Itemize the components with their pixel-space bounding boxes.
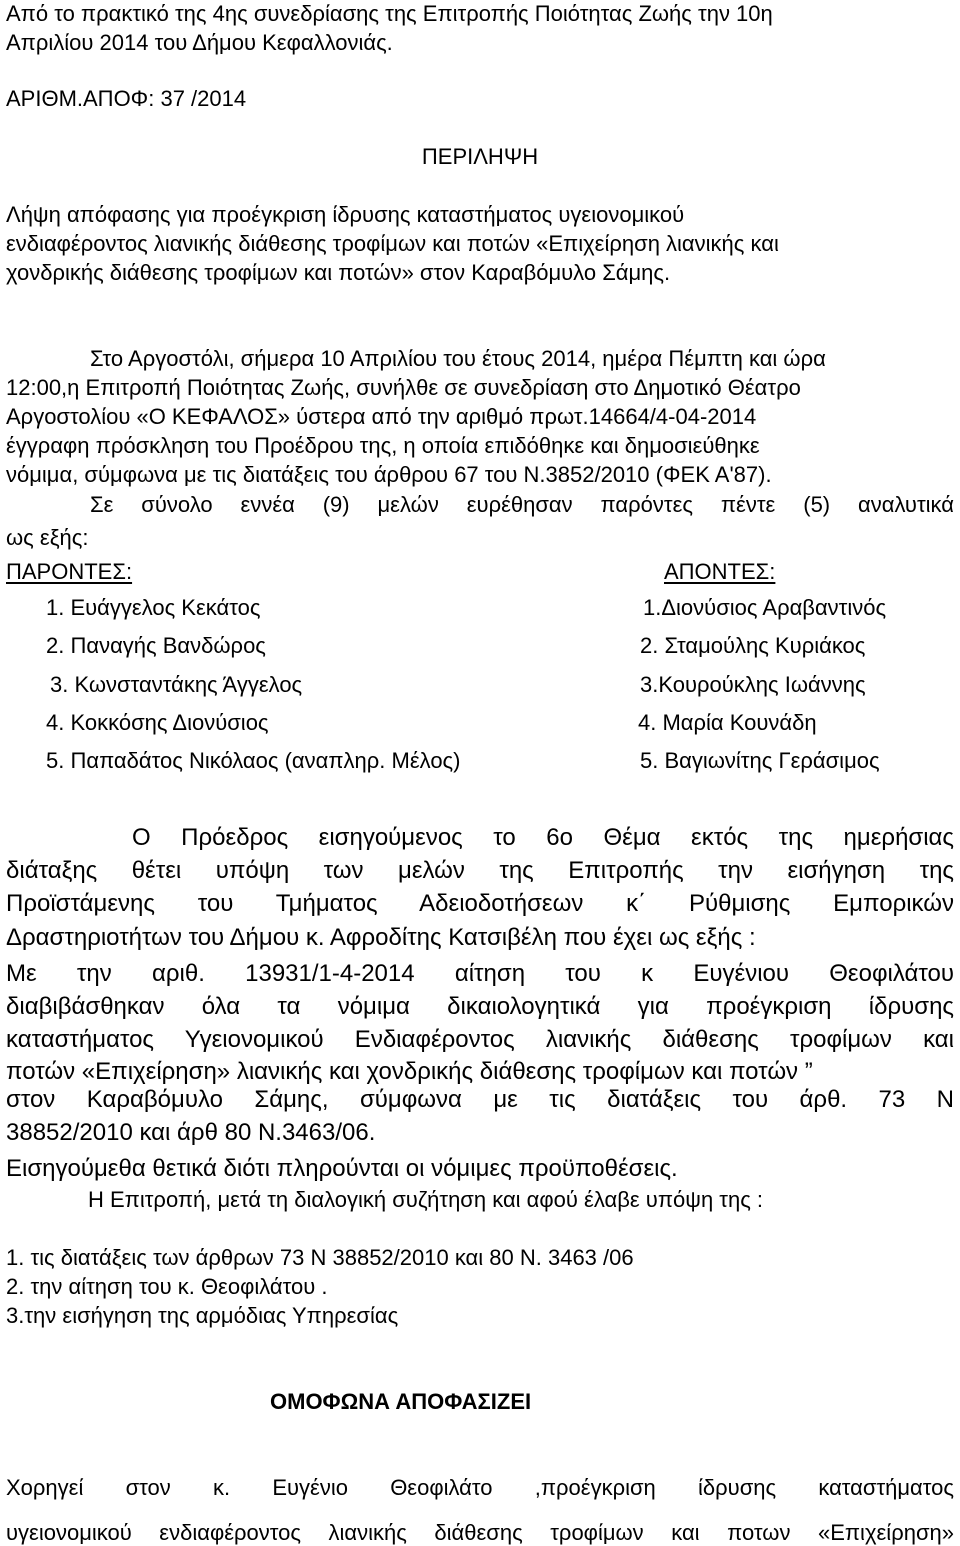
decision-title: ΟΜΟΦΩΝΑ ΑΠΟΦΑΣΙΖΕΙ xyxy=(270,1389,532,1414)
application-line: Με την αριθ. 13931/1-4-2014 αίτηση του κ Ευγένιου Θεοφιλάτου xyxy=(6,960,954,987)
consideration-item: 3.την εισήγηση της αρμόδιας Υπηρεσίας xyxy=(6,1303,399,1328)
consideration-item: 2. την αίτηση του κ. Θεοφιλάτου . xyxy=(6,1274,328,1299)
intro-line: 12:00,η Επιτροπή Ποιότητας Ζωής, συνήλθε σε συνεδρίαση στο Δημοτικό Θέατρο xyxy=(6,375,801,400)
present-header: ΠΑΡΟΝΤΕΣ: xyxy=(6,559,133,584)
absent-member: 3.Κουρούκλης Ιωάννης xyxy=(640,672,866,697)
decision-line: Χορηγεί στον κ. Ευγένιο Θεοφιλάτο ,προέγκριση ίδρυσης καταστήματος xyxy=(6,1475,954,1500)
application-line: ποτών «Επιχείρηση» λιανικής και χονδρικής διάθεσης τροφίμων και ποτών ” xyxy=(6,1058,813,1085)
quorum-line: Σε σύνολο εννέα (9) μελών ευρέθησαν παρόντες πέντε (5) αναλυτικά xyxy=(90,492,954,517)
application-line: καταστήματος Υγειονομικού Ενδιαφέροντος λιανικής διάθεσης τροφίμων και xyxy=(6,1026,954,1053)
summary-line: χονδρικής διάθεσης τροφίμων και ποτών» στον Καραβόμυλο Σάμης. xyxy=(6,260,671,285)
header-line-1: Από το πρακτικό της 4ης συνεδρίασης της Επιτροπής Ποιότητας Ζωής την 10η xyxy=(6,1,773,26)
intro-line: έγγραφη πρόσκληση του Προέδρου της, η οποία επιδόθηκε και δημοσιεύθηκε xyxy=(6,433,760,458)
decision-line: υγειονομικού ενδιαφέροντος λιανικής διάθεσης τροφίμων και ποτων «Επιχείρηση» xyxy=(6,1520,954,1545)
proposal-line: Ο Πρόεδρος εισηγούμενος το 6ο Θέμα εκτός της ημερήσιας xyxy=(132,824,954,851)
committee-line: Η Επιτροπή, μετά τη διαλογική συζήτηση και αφού έλαβε υπόψη της : xyxy=(88,1187,764,1212)
absent-member: 4. Μαρία Κουνάδη xyxy=(638,710,817,735)
summary-line: ενδιαφέροντος λιανικής διάθεσης τροφίμων και ποτών «Επιχείρηση λιανικής και xyxy=(6,231,779,256)
application-line: 38852/2010 και άρθ 80 Ν.3463/06. xyxy=(6,1119,376,1146)
present-member: 3. Κωνσταντάκης Άγγελος xyxy=(50,672,303,697)
application-line: στον Καραβόμυλο Σάμης, σύμφωνα με τις διατάξεις του άρθ. 73 Ν xyxy=(6,1086,954,1113)
present-member: 1. Ευάγγελος Κεκάτος xyxy=(46,595,261,620)
present-member: 2. Παναγής Βανδώρος xyxy=(46,633,266,658)
absent-member: 5. Βαγιωνίτης Γεράσιμος xyxy=(640,748,880,773)
header-line-2: Απριλίου 2014 του Δήμου Κεφαλλονιάς. xyxy=(6,30,393,55)
absent-member: 2. Σταμούλης Κυριάκος xyxy=(640,633,866,658)
summary-title: ΠΕΡΙΛΗΨΗ xyxy=(421,144,539,169)
consideration-item: 1. τις διατάξεις των άρθρων 73 Ν 38852/2010 και 80 Ν. 3463 /06 xyxy=(6,1245,634,1270)
proposal-line: διάταξης θέτει υπόψη των μελών της Επιτροπής την εισήγηση της xyxy=(6,857,954,884)
absent-header: ΑΠΟΝΤΕΣ: xyxy=(664,559,776,584)
intro-line: Αργοστολίου «Ο ΚΕΦΑΛΟΣ» ύστερα από την αριθμό πρωτ.14664/4-04-2014 xyxy=(6,404,757,429)
intro-line: νόμιμα, σύμφωνα με τις διατάξεις του άρθρου 67 του Ν.3852/2010 (ΦΕΚ Α'87). xyxy=(6,462,772,487)
decision-number: ΑΡΙΘΜ.ΑΠΟΦ: 37 /2014 xyxy=(6,86,247,111)
present-member: 5. Παπαδάτος Νικόλαος (αναπληρ. Μέλος) xyxy=(46,748,461,773)
proposal-line: Δραστηριοτήτων του Δήμου κ. Αφροδίτης Κατσιβέλη που έχει ως εξής : xyxy=(6,924,756,951)
recommendation: Εισηγούμεθα θετικά διότι πληρούνται οι νόμιμες προϋποθέσεις. xyxy=(6,1155,678,1182)
application-line: διαβιβάσθηκαν όλα τα νόμιμα δικαιολογητικά για προέγκριση ίδρυσης xyxy=(6,993,954,1020)
proposal-line: Προϊστάμενης του Τμήματος Αδειοδοτήσεων κ΄ Ρύθμισης Εμπορικών xyxy=(6,890,954,917)
absent-member: 1.Διονύσιος Αραβαντινός xyxy=(643,595,887,620)
quorum-line: ως εξής: xyxy=(6,525,89,550)
intro-line: Στο Αργοστόλι, σήμερα 10 Απριλίου του έτους 2014, ημέρα Πέμπτη και ώρα xyxy=(90,346,826,371)
present-member: 4. Κοκκόσης Διονύσιος xyxy=(46,710,269,735)
summary-line: Λήψη απόφασης για προέγκριση ίδρυσης καταστήματος υγειονομικού xyxy=(6,202,685,227)
